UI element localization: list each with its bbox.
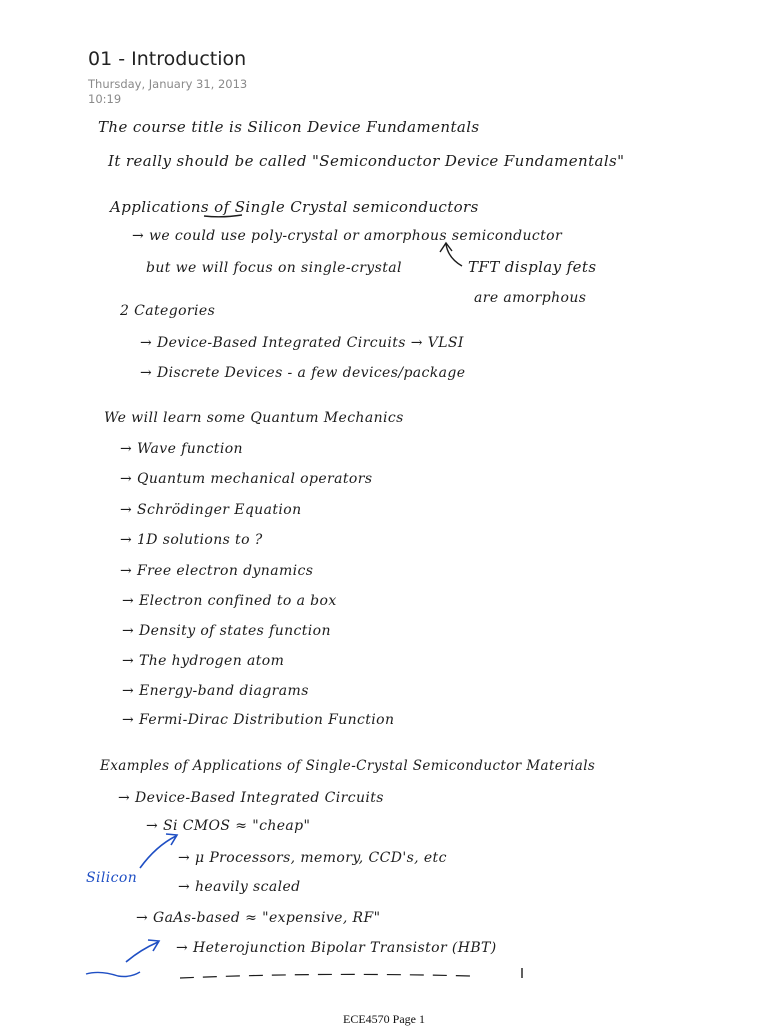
note-line-energy-band: → Energy-band diagrams	[122, 683, 309, 699]
note-line-examples: Examples of Applications of Single-Crystal Semiconductor Materials	[100, 758, 596, 774]
note-time: 10:19	[88, 92, 122, 106]
note-line-discrete-devices: → Discrete Devices - a few devices/package	[140, 365, 466, 381]
cutoff-blue-stroke	[86, 972, 140, 977]
page-title: 01 - Introduction	[88, 48, 247, 70]
note-line-tft: TFT display fets	[468, 258, 597, 276]
hbt-arrow-icon	[126, 942, 158, 962]
note-line-device-based-ic: → Device-Based Integrated Circuits → VLSI	[140, 335, 464, 351]
silicon-arrowhead-icon	[166, 834, 177, 845]
page-footer: ECE4570 Page 1	[343, 1012, 425, 1026]
note-line-hydrogen-atom: → The hydrogen atom	[122, 653, 285, 669]
side-note-silicon: Silicon	[86, 870, 138, 886]
note-line-gaas: → GaAs-based ≈ "expensive, RF"	[136, 910, 381, 926]
note-line-quantum-mechanics: We will learn some Quantum Mechanics	[104, 410, 404, 426]
tft-pointer-arrow	[446, 244, 462, 266]
note-line-density-of-states: → Density of states function	[122, 623, 331, 639]
note-line-categories: 2 Categories	[120, 303, 216, 319]
note-line-wave-function: → Wave function	[120, 441, 243, 457]
note-line-heavily-scaled: → heavily scaled	[178, 879, 301, 895]
note-line-free-electron: → Free electron dynamics	[120, 563, 314, 579]
note-line-1d-solutions: → 1D solutions to ?	[120, 532, 263, 548]
note-line-fermi-dirac: → Fermi-Dirac Distribution Function	[122, 712, 395, 728]
note-line-si-cmos: → Si CMOS ≈ "cheap"	[146, 818, 311, 834]
note-line-electron-box: → Electron confined to a box	[122, 593, 337, 609]
note-line-processors: → μ Processors, memory, CCD's, etc	[178, 850, 447, 866]
note-line-single-crystal: but we will focus on single-crystal	[146, 260, 402, 276]
note-line-course-title: The course title is Silicon Device Fundamentals	[98, 118, 480, 136]
note-line-device-based-ic-2: → Device-Based Integrated Circuits	[118, 790, 384, 806]
note-line-should-be-called: It really should be called "Semiconductor Device Fundamentals"	[108, 152, 625, 170]
note-date: Thursday, January 31, 2013	[88, 77, 248, 91]
silicon-arrow-icon	[140, 836, 176, 868]
cutoff-ink-stroke	[180, 974, 470, 978]
note-line-poly-crystal: → we could use poly-crystal or amorphous semiconductor	[132, 228, 563, 244]
note-line-applications: Applications of Single Crystal semiconductors	[110, 198, 479, 216]
note-line-qm-operators: → Quantum mechanical operators	[120, 471, 373, 487]
note-line-hbt: → Heterojunction Bipolar Transistor (HBT)	[176, 940, 497, 956]
note-line-schrodinger: → Schrödinger Equation	[120, 502, 302, 518]
hbt-arrowhead-icon	[148, 940, 159, 951]
note-line-amorphous: are amorphous	[474, 290, 587, 306]
tft-pointer-arrowhead	[440, 243, 452, 252]
